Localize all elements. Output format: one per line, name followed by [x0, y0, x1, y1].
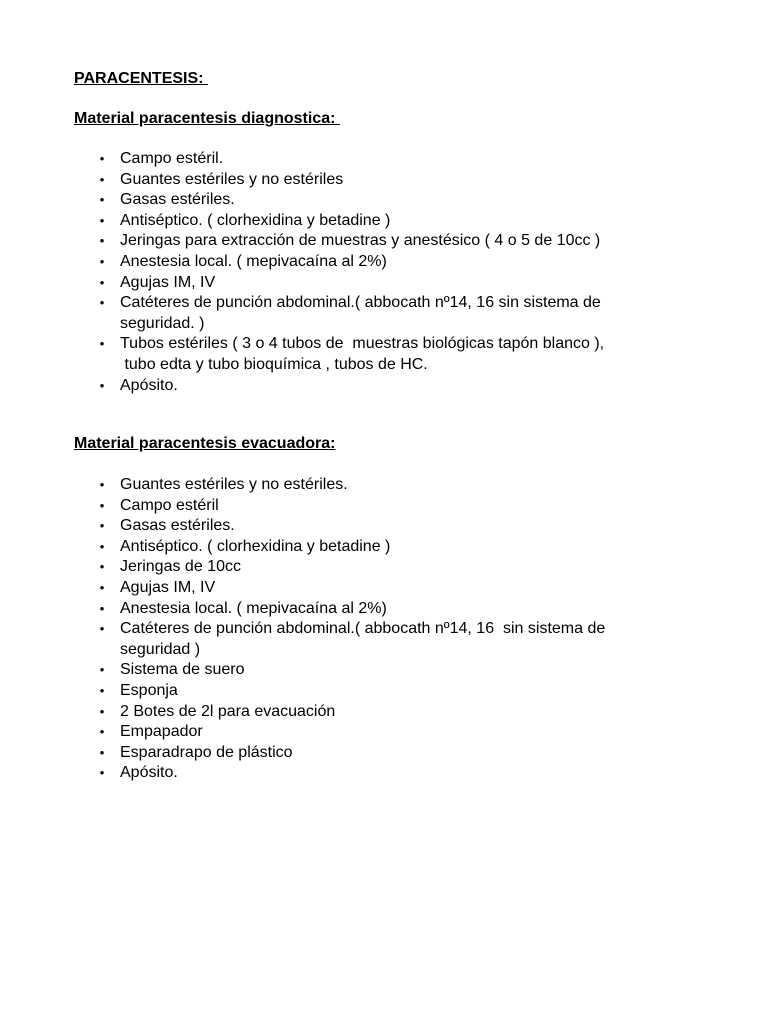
list-item — [0, 619, 680, 660]
list-item — [0, 743, 680, 764]
list-item-text: Catéteres de punción abdominal.( abbocath nº14, 16 sin sistema de seguridad. ) — [120, 294, 601, 332]
bullet-icon: • — [99, 662, 105, 678]
list-item-text: Gasas estériles. — [120, 191, 235, 209]
list-item — [0, 273, 680, 294]
list-item-text: Guantes estériles y no estériles — [120, 170, 344, 188]
list-item-text: Sistema de suero — [120, 661, 245, 679]
list-item-text: Anestesia local. ( mepivacaína al 2%) — [120, 252, 387, 270]
list-item-text: 2 Botes de 2l para evacuación — [120, 702, 336, 720]
list-item — [0, 149, 680, 170]
list-item — [0, 334, 680, 375]
list-item-text: Antiséptico. ( clorhexidina y betadine ) — [120, 211, 391, 229]
bullet-icon: • — [99, 703, 105, 719]
document-title: PARACENTESIS: — [74, 70, 208, 87]
list-item-text: Tubos estériles ( 3 o 4 tubos de muestras biológicas tapón blanco ), tubo edta y tubo bioquímica , tubos de HC. — [120, 335, 605, 373]
bullet-icon: • — [99, 212, 105, 228]
bullet-icon: • — [99, 151, 105, 166]
bullet-icon: • — [99, 518, 105, 534]
bullet-icon: • — [99, 192, 105, 208]
list-item-text: Campo estéril. — [120, 150, 224, 167]
bullet-icon: • — [99, 336, 105, 352]
list-item — [0, 557, 680, 578]
bullet-icon: • — [99, 233, 105, 249]
list-item — [0, 681, 680, 702]
list-item-text: Empapador — [120, 723, 203, 741]
list-item-text: Apósito. — [120, 764, 178, 782]
section-heading-evacuadora: Material paracentesis evacuadora: — [74, 435, 336, 452]
bullet-icon: • — [99, 559, 105, 575]
bullet-icon: • — [99, 765, 105, 781]
list-item — [0, 376, 680, 397]
list-item — [0, 722, 680, 743]
list-item — [0, 190, 680, 211]
list-item — [0, 170, 680, 191]
bullet-icon: • — [99, 295, 105, 311]
bullet-icon: • — [99, 538, 105, 554]
bullet-icon: • — [99, 621, 105, 637]
list-item-text: Agujas IM, IV — [120, 578, 216, 596]
list-item — [0, 660, 680, 681]
section-heading-diagnostica: Material paracentesis diagnostica: — [74, 110, 340, 127]
bullet-icon: • — [99, 377, 105, 393]
list-item-text: Apósito. — [120, 376, 178, 394]
list-item — [0, 475, 680, 496]
list-item — [0, 702, 680, 723]
bullet-icon: • — [99, 253, 105, 269]
bullet-icon: • — [99, 477, 105, 492]
bullet-icon: • — [99, 497, 105, 513]
list-item-text: Antiséptico. ( clorhexidina y betadine ) — [120, 537, 391, 555]
bullet-icon: • — [99, 600, 105, 616]
list-item-text: Esponja — [120, 681, 178, 699]
list-item-text: Guantes estériles y no estériles. — [120, 476, 348, 493]
list-item-text: Gasas estériles. — [120, 517, 235, 535]
list-item-text: Agujas IM, IV — [120, 273, 216, 291]
list-item — [0, 231, 680, 252]
list-item — [0, 252, 680, 273]
material-list-evacuadora — [0, 475, 768, 784]
list-item-text: Jeringas para extracción de muestras y anestésico ( 4 o 5 de 10cc ) — [120, 232, 601, 250]
bullet-icon: • — [99, 682, 105, 698]
bullet-icon: • — [99, 744, 105, 760]
list-item-text: Catéteres de punción abdominal.( abbocath nº14, 16 sin sistema de seguridad ) — [120, 620, 606, 658]
bullet-icon: • — [99, 724, 105, 740]
bullet-icon: • — [99, 274, 105, 290]
list-item-text: Jeringas de 10cc — [120, 558, 241, 576]
list-item-text: Esparadrapo de plástico — [120, 743, 293, 761]
list-item-text: Anestesia local. ( mepivacaína al 2%) — [120, 599, 387, 617]
list-item — [0, 293, 680, 334]
list-item — [0, 578, 680, 599]
material-list-diagnostica — [0, 149, 768, 396]
list-item — [0, 516, 680, 537]
list-item — [0, 537, 680, 558]
list-item-text: Campo estéril — [120, 496, 219, 514]
list-item — [0, 599, 680, 620]
list-item — [0, 496, 680, 517]
list-item — [0, 211, 680, 232]
bullet-icon: • — [99, 579, 105, 595]
list-item — [0, 763, 680, 784]
bullet-icon: • — [99, 171, 105, 187]
